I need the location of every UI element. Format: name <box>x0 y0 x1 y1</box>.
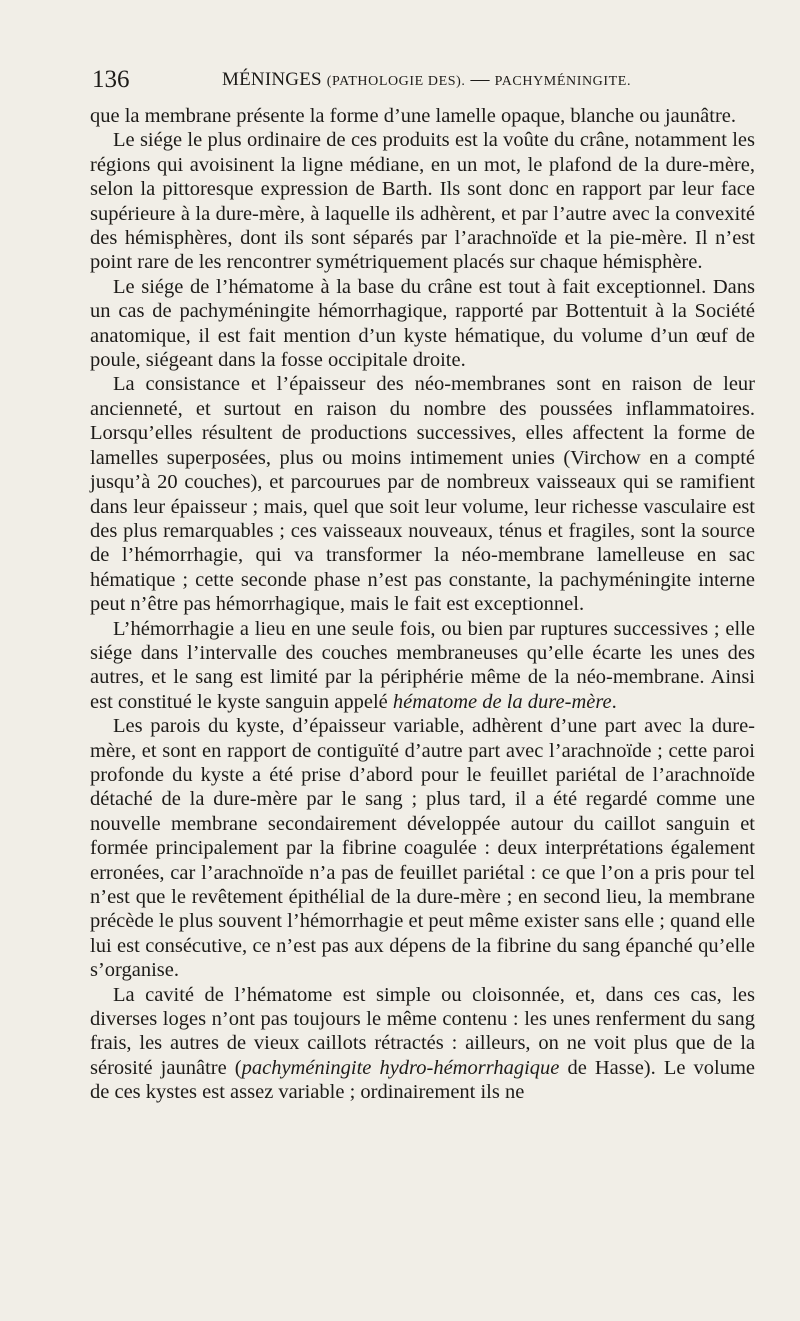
paragraph <box>90 104 755 128</box>
text-run: La consistance et l’épaisseur des néo-membranes sont en raison de leur ancienneté, et surtout en raison du nombre des poussées inflammatoires. Lorsqu’elles résultent de productions successives, elles affectent la forme de lamelles superposées, plus ou moins intimement unies (Virchow en a compté jusqu’à 20 couches), et parcourues par de nombreux vaisseaux qui se ramifient dans leur épaisseur ; mais, quel que soit leur volume, leur richesse vasculaire est des plus remarquables ; ces vaisseaux nouveaux, ténus et fragiles, sont la source de l’hémorrhagie, qui va transformer la néo-membrane lamelleuse en sac hématique ; cette seconde phase n’est pas constante, la pachyméningite interne peut n’être pas hémorrhagique, mais le fait est exceptionnel. <box>90 373 755 616</box>
text-run: Le siége le plus ordinaire de ces produits est la voûte du crâne, notamment les régions qui avoisinent la ligne médiane, en un mot, le plafond de la dure-mère, selon la pittoresque expression de Barth. Ils sont donc en rapport par leur face supérieure à la dure-mère, à laquelle ils adhèrent, et par l’autre avec la convexité des hémisphères, dont ils sont séparés par l’arachnoïde et la pie-mère. Il n’est point rare de les rencontrer symétriquement placés sur chaque hémisphère. <box>90 129 755 274</box>
body-text <box>90 104 755 1105</box>
paragraph <box>90 714 755 982</box>
text-run: . <box>611 690 617 713</box>
running-title-main: MÉNINGES <box>222 69 322 90</box>
paragraph <box>90 128 755 274</box>
text-run: L’hémorrhagie a lieu en une seule fois, ou bien par ruptures successives ; elle siége dans l’intervalle des couches membraneuses qu’elle écarte les unes des autres, et le sang est limité par la périphérie même de la néo-membrane. Ainsi est constitué le kyste sanguin appelé <box>90 617 755 713</box>
text-run: Les parois du kyste, d’épaisseur variable, adhèrent d’une part avec la dure-mère, et sont en rapport de contiguïté d’autre part avec l’arachnoïde ; cette paroi profonde du kyste a été prise d’abord pour le feuillet pariétal de l’arachnoïde détaché de la dure-mère par le sang ; plus tard, il a été regardé comme une nouvelle membrane secondairement développée autour du caillot sanguin et formée principalement par la fibrine coagulée : deux interprétations également erronées, car l’arachnoïde n’a pas de feuillet pariétal : ce que l’on a pris pour tel n’est que le revêtement épithélial de la dure-mère ; en second lieu, la membrane précède le plus souvent l’hémorrhagie et peut même exister sans elle ; quand elle lui est consécutive, ce n’est pas aux dépens de la fibrine du sang épanché qu’elle s’organise. <box>90 715 755 982</box>
paragraph <box>90 617 755 715</box>
italic-text: hématome de la dure-mère <box>392 690 612 713</box>
text-run: Le siége de l’hématome à la base du crâne est tout à fait exceptionnel. Dans un cas de pachyméningite hémorrhagique, rapporté par Bottentuit à la Société anatomique, il est fait mention d’un kyste hématique, du volume d’un œuf de poule, siégeant dans la fosse occipitale droite. <box>90 275 755 372</box>
paragraph <box>90 275 755 373</box>
italic-text: pachyméningite hydro-hémorrhagique <box>241 1056 560 1079</box>
running-title-sub: PACHYMÉNINGITE. <box>494 74 632 89</box>
paragraph <box>90 372 755 616</box>
running-title <box>222 69 631 91</box>
running-title-dash: — <box>470 69 490 90</box>
paragraph <box>90 983 755 1105</box>
text-run: La cavité de l’hématome est simple ou cloisonnée, et, dans ces cas, les diverses loges n’ont pas toujours le même contenu : les unes renferment du sang frais, les autres de vieux caillots rétractés : ailleurs, on ne voit plus que de la sérosité jaunâtre ( <box>90 983 755 1079</box>
page-number: 136 <box>92 66 130 93</box>
running-header <box>86 66 756 96</box>
text-run: que la membrane présente la forme d’une lamelle opaque, blanche ou jaunâtre. <box>90 105 737 127</box>
running-title-paren: (PATHOLOGIE DES). <box>326 74 466 89</box>
text-run: de Hasse). Le volume de ces kystes est assez variable ; ordinairement ils ne <box>90 1056 755 1104</box>
